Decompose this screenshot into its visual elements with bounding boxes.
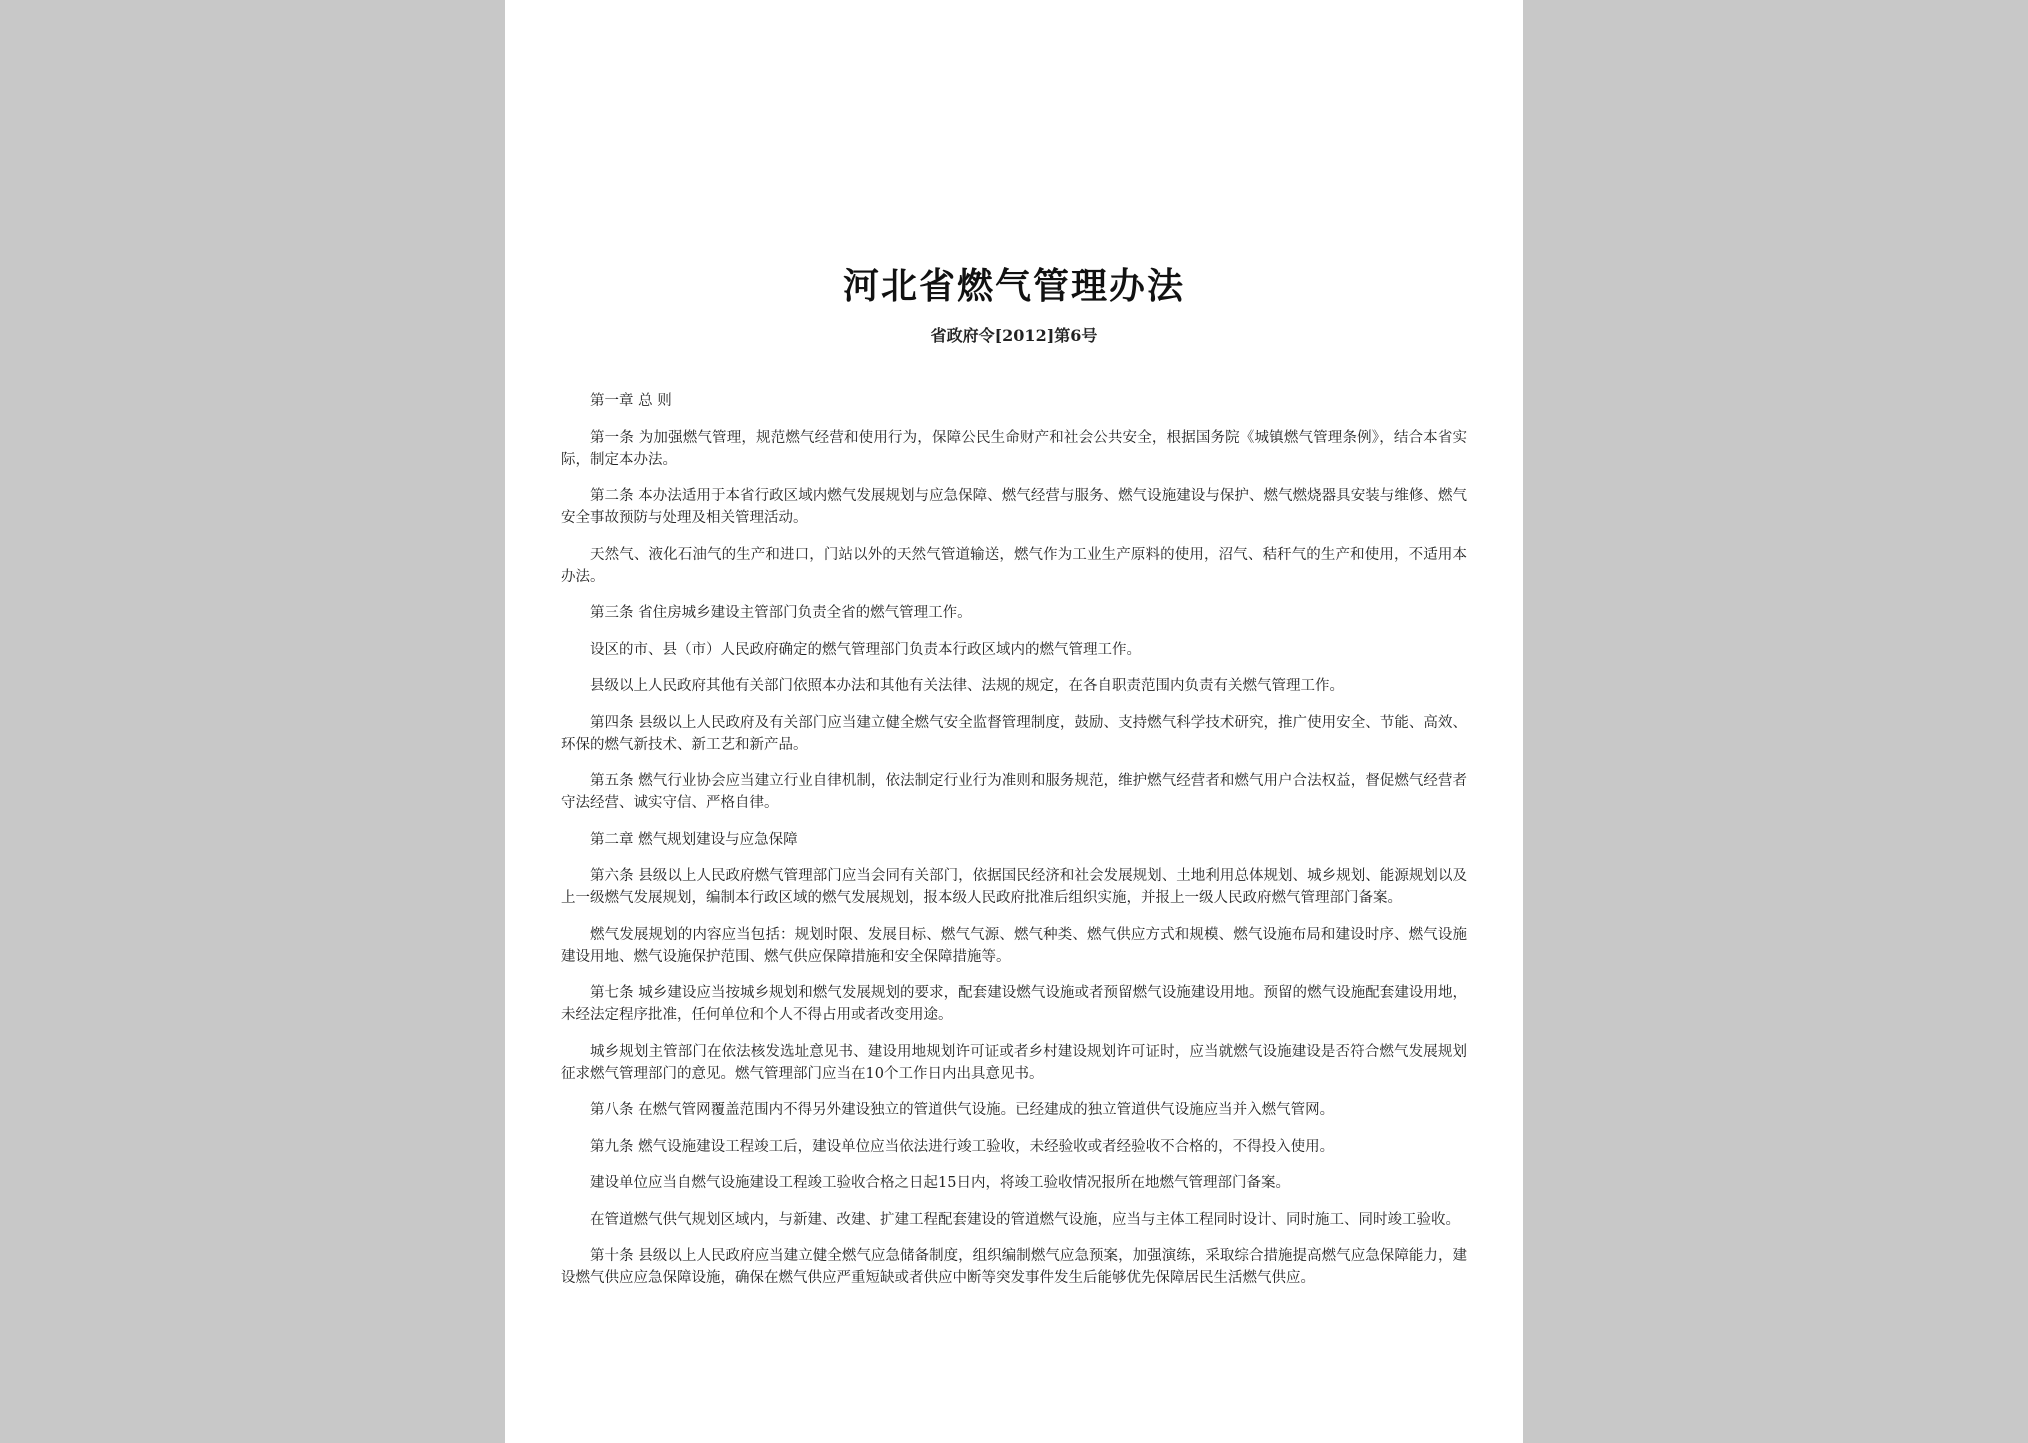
document-page bbox=[505, 0, 1523, 1443]
paragraph: 第一条 为加强燃气管理，规范燃气经营和使用行为，保障公民生命财产和社会公共安全，根据国务院《城镇燃气管理条例》，结合本省实际，制定本办法。 bbox=[561, 429, 1467, 468]
paragraph: 第五条 燃气行业协会应当建立行业自律机制，依法制定行业行为准则和服务规范，维护燃气经营者和燃气用户合法权益，督促燃气经营者守法经营、诚实守信、严格自律。 bbox=[561, 773, 1467, 811]
document-content bbox=[561, 260, 1467, 1304]
paragraph: 燃气发展规划的内容应当包括：规划时限、发展目标、燃气气源、燃气种类、燃气供应方式和规模、燃气设施布局和建设时序、燃气设施建设用地、燃气设施保护范围、燃气供应保障措施和安全保障措施等。 bbox=[561, 926, 1467, 965]
chapter-heading: 第一章 总 则 bbox=[590, 393, 672, 409]
paragraph: 第三条 省住房城乡建设主管部门负责全省的燃气管理工作。 bbox=[590, 605, 972, 621]
paragraph: 第八条 在燃气管网覆盖范围内不得另外建设独立的管道供气设施。已经建成的独立管道供气设施应当并入燃气管网。 bbox=[590, 1102, 1335, 1118]
paragraph: 在管道燃气供气规划区域内，与新建、改建、扩建工程配套建设的管道燃气设施，应当与主体工程同时设计、同时施工、同时竣工验收。 bbox=[590, 1211, 1460, 1228]
paragraph: 设区的市、县（市）人民政府确定的燃气管理部门负责本行政区域内的燃气管理工作。 bbox=[590, 641, 1141, 658]
paragraph: 天然气、液化石油气的生产和进口，门站以外的天然气管道输送，燃气作为工业生产原料的使用，沼气、秸秆气的生产和使用，不适用本办法。 bbox=[561, 546, 1467, 585]
paragraph: 第九条 燃气设施建设工程竣工后，建设单位应当依法进行竣工验收，未经验收或者经验收不合格的，不得投入使用。 bbox=[590, 1138, 1335, 1155]
paragraph: 县级以上人民政府其他有关部门依照本办法和其他有关法律、法规的规定，在各自职责范围内负责有关燃气管理工作。 bbox=[590, 678, 1344, 694]
chapter-heading: 第二章 燃气规划建设与应急保障 bbox=[590, 831, 798, 848]
paragraph: 第二条 本办法适用于本省行政区域内燃气发展规划与应急保障、燃气经营与服务、燃气设施建设与保护、燃气燃烧器具安装与维修、燃气安全事故预防与处理及相关管理活动。 bbox=[561, 488, 1467, 526]
paragraph: 第七条 城乡建设应当按城乡规划和燃气发展规划的要求，配套建设燃气设施或者预留燃气设施建设用地。预留的燃气设施配套建设用地，未经法定程序批准，任何单位和个人不得占用或者改变用途。 bbox=[561, 985, 1467, 1023]
document-title: 河北省燃气管理办法 bbox=[842, 265, 1185, 307]
paragraph: 第十条 县级以上人民政府应当建立健全燃气应急储备制度，组织编制燃气应急预案，加强演练，采取综合措施提高燃气应急保障能力，建设燃气供应应急保障设施，确保在燃气供应严重短缺或者供应中断等突发事件发生后能够优先保障居民生活燃气供应。 bbox=[561, 1248, 1467, 1286]
document-body bbox=[561, 390, 1467, 1289]
paragraph: 第四条 县级以上人民政府及有关部门应当建立健全燃气安全监督管理制度，鼓励、支持燃气科学技术研究，推广使用安全、节能、高效、环保的燃气新技术、新工艺和新产品。 bbox=[561, 714, 1467, 753]
paragraph: 城乡规划主管部门在依法核发选址意见书、建设用地规划许可证或者乡村建设规划许可证时，应当就燃气设施建设是否符合燃气发展规划征求燃气管理部门的意见。燃气管理部门应当在10个工作日内出具意见书。 bbox=[561, 1043, 1467, 1082]
paragraph: 第六条 县级以上人民政府燃气管理部门应当会同有关部门，依据国民经济和社会发展规划、土地利用总体规划、城乡规划、能源规划以及上一级燃气发展规划，编制本行政区域的燃气发展规划，报本级人民政府批准后组织实施，并报上一级人民政府燃气管理部门备案。 bbox=[561, 868, 1467, 906]
document-subtitle: 省政府令[2012]第6号 bbox=[930, 326, 1098, 345]
paragraph: 建设单位应当自燃气设施建设工程竣工验收合格之日起15日内，将竣工验收情况报所在地燃气管理部门备案。 bbox=[590, 1175, 1290, 1191]
